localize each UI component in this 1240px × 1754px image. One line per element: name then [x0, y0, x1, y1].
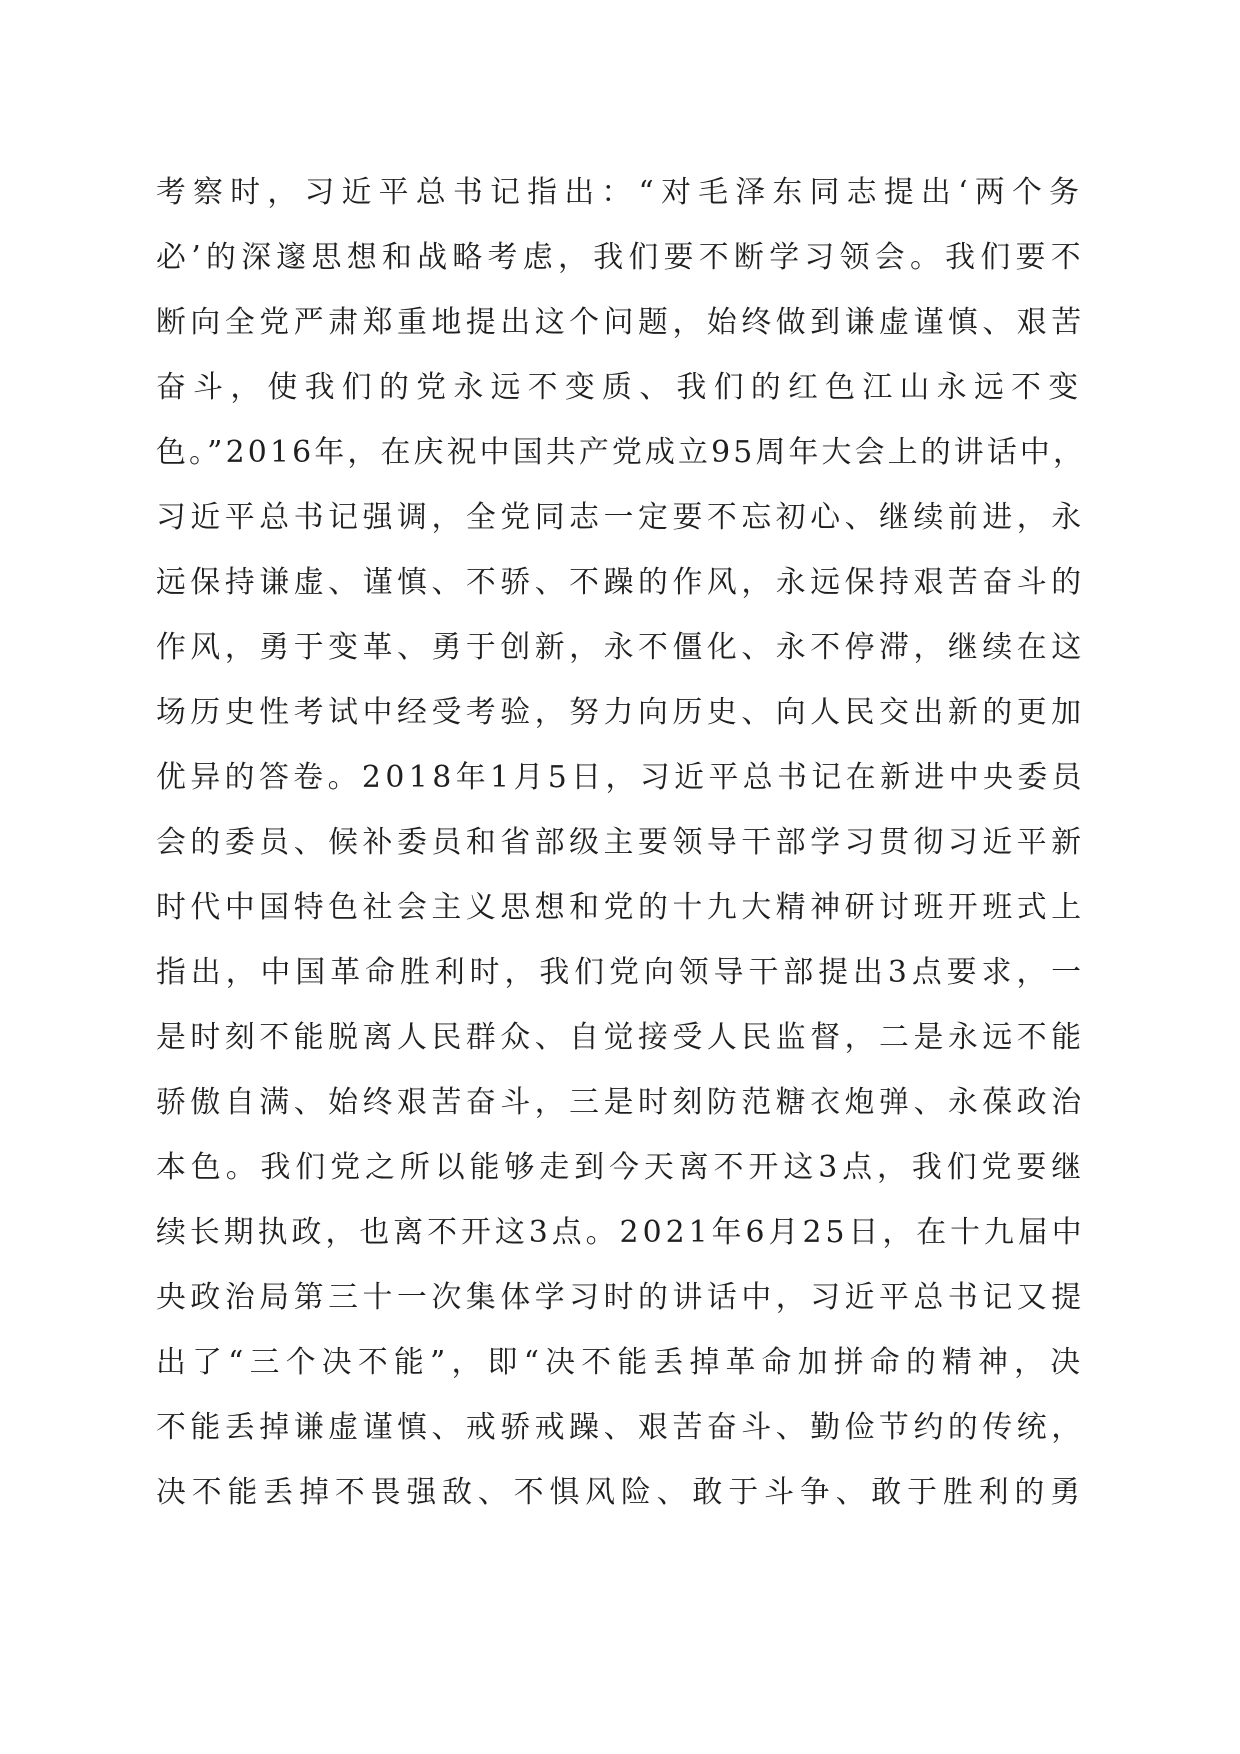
text-line: 场历史性考试中经受考验，努力向历史、向人民交出新的更加 — [156, 695, 1086, 730]
text-line: 习近平总书记强调，全党同志一定要不忘初心、继续前进，永 — [156, 500, 1086, 535]
text-line: 时代中国特色社会主义思想和党的十九大精神研讨班开班式上 — [156, 890, 1086, 925]
text-line: 不能丢掉谦虚谨慎、戒骄戒躁、艰苦奋斗、勤俭节约的传统， — [156, 1410, 1086, 1445]
text-line: 出了“三个决不能”，即“决不能丢掉革命加拼命的精神，决 — [156, 1345, 1087, 1380]
text-line: 优异的答卷。2018年1月5日，习近平总书记在新进中央委员 — [156, 760, 1086, 795]
text-line: 指出，中国革命胜利时，我们党向领导干部提出3点要求，一 — [156, 955, 1087, 990]
text-line: 远保持谦虚、谨慎、不骄、不躁的作风，永远保持艰苦奋斗的 — [156, 565, 1086, 600]
text-line: 决不能丢掉不畏强敌、不惧风险、敢于斗争、敢于胜利的勇 — [156, 1475, 1087, 1510]
text-line: 续长期执政，也离不开这3点。2021年6月25日，在十九届中 — [156, 1215, 1086, 1250]
text-line: 色。”2016年，在庆祝中国共产党成立95周年大会上的讲话中， — [156, 435, 1087, 470]
text-line: 央政治局第三十一次集体学习时的讲话中，习近平总书记又提 — [156, 1280, 1086, 1315]
text-line: 骄傲自满、始终艰苦奋斗，三是时刻防范糖衣炮弹、永葆政治 — [156, 1085, 1086, 1120]
text-line: 断向全党严肃郑重地提出这个问题，始终做到谦虚谨慎、艰苦 — [156, 305, 1086, 340]
text-line: 考察时，习近平总书记指出：“对毛泽东同志提出‘两个务 — [156, 175, 1087, 210]
body-text — [156, 160, 1086, 1525]
text-line: 作风，勇于变革、勇于创新，永不僵化、永不停滞，继续在这 — [156, 630, 1086, 665]
text-line: 是时刻不能脱离人民群众、自觉接受人民监督，二是永远不能 — [156, 1020, 1086, 1055]
text-line: 奋斗，使我们的党永远不变质、我们的红色江山永远不变 — [156, 370, 1086, 405]
text-line: 本色。我们党之所以能够走到今天离不开这3点，我们党要继 — [156, 1150, 1087, 1185]
text-line: 必’的深邃思想和战略考虑，我们要不断学习领会。我们要不 — [156, 240, 1086, 275]
text-line: 会的委员、候补委员和省部级主要领导干部学习贯彻习近平新 — [156, 825, 1086, 860]
